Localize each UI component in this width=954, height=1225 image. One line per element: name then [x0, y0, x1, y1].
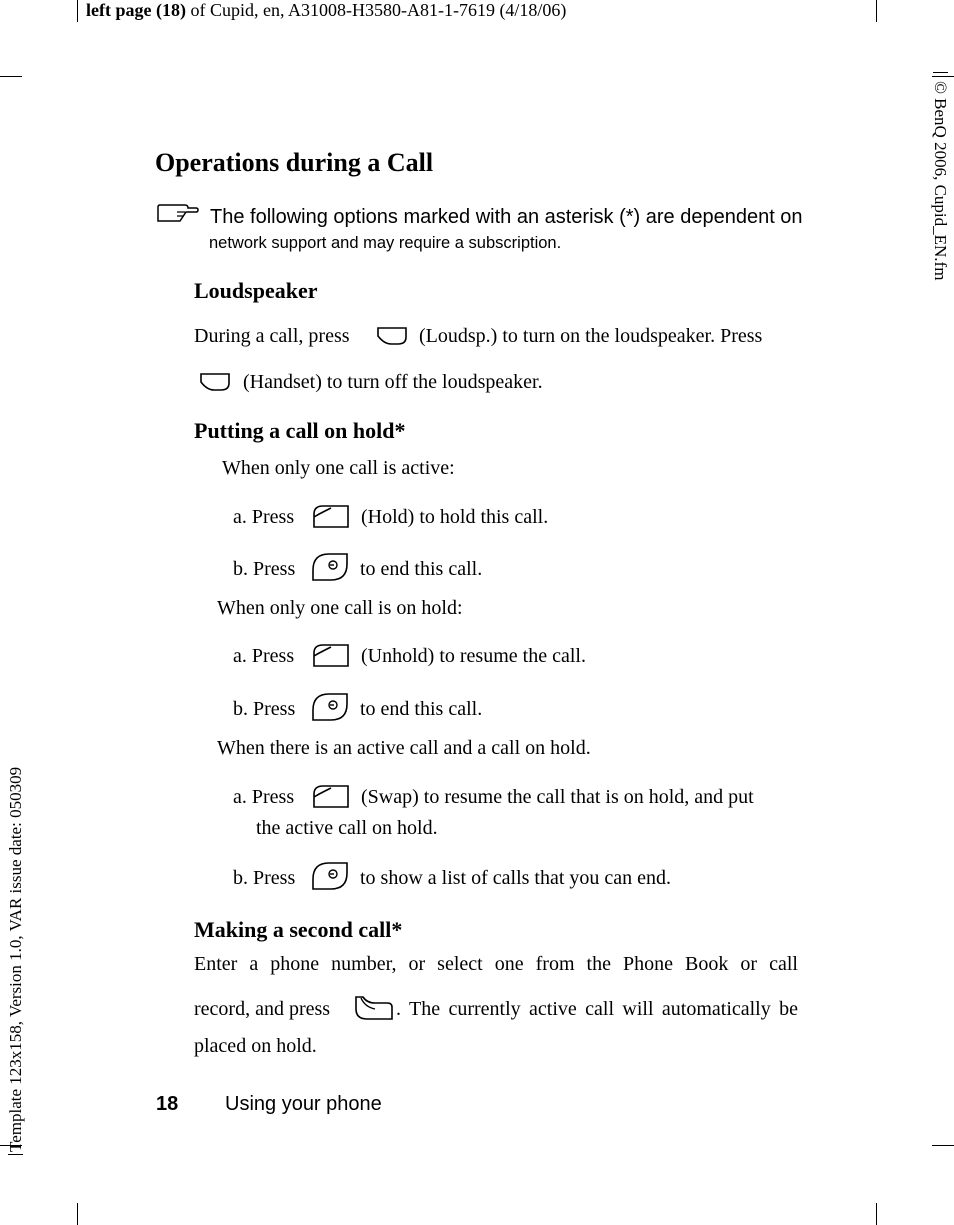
text: During a call, press — [194, 325, 350, 347]
left-softkey-icon — [311, 782, 351, 810]
hold-case-3: When there is an active call and a call on hold. — [217, 737, 591, 759]
second-call-line-2b: . The currently active call will automatically be — [396, 998, 798, 1020]
second-call-line-1: Enter a phone number, or select one from the Phone Book or call — [194, 953, 798, 975]
note-line-1: The following options marked with an asterisk (*) are dependent on — [210, 206, 803, 228]
section-heading-second-call: Making a second call* — [194, 917, 403, 942]
hold-case-3-a-line-2: the active call on hold. — [256, 817, 438, 839]
right-softkey-icon — [199, 371, 231, 393]
hold-case-1-b-rest: to end this call. — [360, 558, 483, 580]
side-copyright-text: © BenQ 2006, Cupid_EN.fm — [931, 81, 950, 281]
call-key-icon — [353, 993, 395, 1023]
hold-case-2: When only one call is on hold: — [217, 597, 463, 619]
second-call-line-2a: record, and press — [194, 998, 331, 1020]
softkey-label-loudsp: Loudsp. — [425, 325, 491, 347]
header-file-info: of Cupid, en, A31008-H3580-A81-1-7619 (4/18/06) — [185, 0, 567, 20]
left-softkey-icon — [311, 502, 351, 530]
header-page-label: left page (18) — [86, 0, 186, 20]
hold-case-2-b: b. Press — [233, 698, 296, 720]
crop-mark — [0, 76, 22, 77]
left-softkey-icon — [311, 641, 351, 669]
side-copyright — [930, 72, 950, 280]
crop-mark — [876, 0, 877, 22]
side-template-text: Template 123x158, Version 1.0, VAR issue date: 050309 — [6, 766, 25, 1152]
hold-case-1-b: b. Press — [233, 558, 296, 580]
loudspeaker-line-1 — [194, 325, 350, 348]
loudspeaker-line-2: (Handset) to turn off the loudspeaker. — [243, 371, 543, 393]
softkey-label-unhold: Unhold — [367, 645, 428, 667]
hold-case-3-a: a. Press — [233, 786, 295, 808]
hold-case-1-a-rest: (Hold) to hold this call. — [361, 506, 549, 528]
crop-mark — [876, 1203, 877, 1225]
section-heading-hold: Putting a call on hold* — [194, 418, 406, 443]
hold-case-2-a: a. Press — [233, 645, 295, 667]
footer-page-number: 18 — [156, 1093, 179, 1115]
crop-mark — [932, 1145, 954, 1146]
section-heading-loudspeaker: Loudspeaker — [194, 278, 318, 303]
hold-case-1: When only one call is active: — [222, 457, 455, 479]
hold-case-3-b: b. Press — [233, 867, 296, 889]
end-call-key-icon — [309, 550, 351, 584]
end-call-key-icon — [309, 690, 351, 724]
hold-case-2-a-rest: (Unhold) to resume the call. — [361, 645, 586, 667]
second-call-line-3: placed on hold. — [194, 1035, 317, 1057]
loudspeaker-line-1-rest: (Loudsp.) to turn on the loudspeaker. Press — [419, 325, 763, 347]
footer-section-title: Using your phone — [225, 1093, 382, 1115]
hold-case-1-a: a. Press — [233, 506, 295, 528]
hand-pointing-icon — [155, 203, 199, 223]
right-softkey-icon — [376, 325, 408, 347]
crop-mark — [77, 0, 78, 22]
side-template-info — [6, 767, 26, 1155]
softkey-label-hold: Hold — [367, 506, 408, 528]
softkey-label-swap: Swap — [367, 786, 413, 808]
end-call-key-icon — [309, 859, 351, 893]
page-header — [86, 0, 566, 21]
hold-case-2-b-rest: to end this call. — [360, 698, 483, 720]
note-line-2: network support and may require a subscription. — [209, 234, 562, 252]
hold-case-3-b-rest: to show a list of calls that you can end. — [360, 867, 672, 889]
softkey-label-handset: Handset — [249, 371, 316, 393]
page-title: Operations during a Call — [155, 148, 434, 177]
hold-case-3-a-rest: (Swap) to resume the call that is on hold, and put — [361, 786, 754, 808]
crop-mark — [77, 1203, 78, 1225]
